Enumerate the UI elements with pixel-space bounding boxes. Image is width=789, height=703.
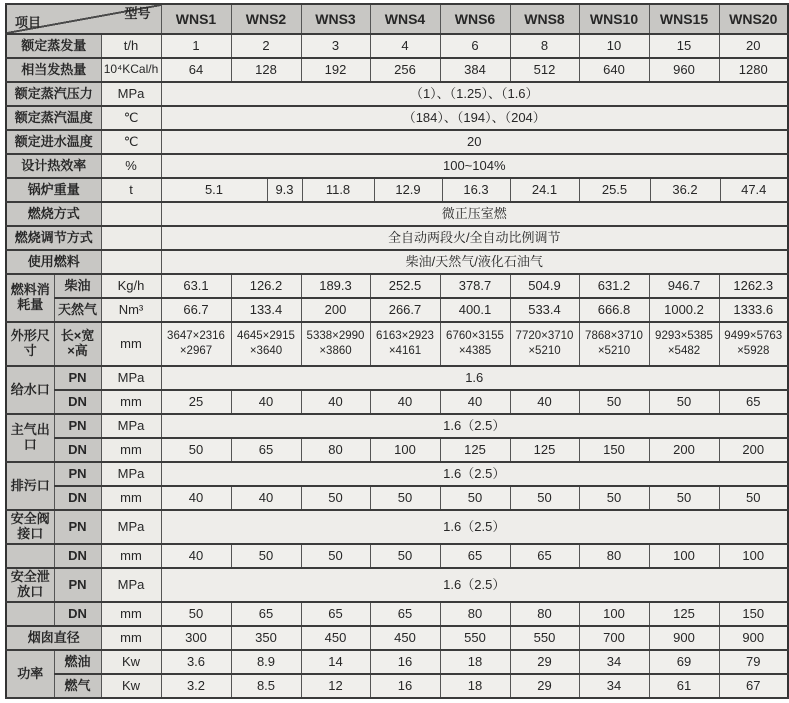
value-cell: 700 (579, 626, 649, 650)
value-cell: 50 (440, 486, 510, 510)
value-cell: 50 (161, 438, 231, 462)
value-cell: 384 (440, 58, 510, 82)
corner-header-cell (6, 4, 161, 34)
sub-row-label: 燃气 (54, 674, 101, 698)
table-row (6, 130, 788, 154)
value-cell: 25 (161, 390, 231, 414)
value-cell: 65 (719, 390, 788, 414)
table-row (6, 390, 788, 414)
value-cell: 5.1 (204, 181, 224, 197)
dimension-line: 7868×3710 (585, 330, 643, 343)
sub-row-label: PN (54, 414, 101, 438)
corner-item-label: 项目 (15, 15, 42, 31)
model-column-header: WNS2 (231, 4, 301, 34)
value-cell: 2 (231, 34, 301, 58)
sub-row-label: PN (54, 462, 101, 486)
value-cell: 8.9 (231, 650, 301, 674)
value-cell: 300 (161, 626, 231, 650)
value-cell: 125 (510, 438, 579, 462)
dimension-line: ×5928 (737, 345, 770, 357)
sub-label-line: ×高 (67, 343, 88, 358)
dimension-line: ×5482 (667, 345, 701, 357)
value-cell: 65 (370, 602, 440, 626)
unit-cell: t (101, 178, 161, 202)
value-cell: 666.8 (579, 298, 649, 322)
row-label: 额定蒸汽压力 (6, 82, 101, 106)
unit-cell: ℃ (101, 130, 161, 154)
value-cell: 200 (719, 438, 788, 462)
row-label: 锅炉重量 (6, 178, 101, 202)
value-cell: 100 (579, 602, 649, 626)
value-cell: 50 (579, 390, 649, 414)
table-row (6, 58, 788, 82)
dimension-line: ×3640 (249, 345, 283, 357)
value-cell: 34 (579, 674, 649, 698)
table-row (6, 178, 788, 202)
value-cell: 1333.6 (719, 298, 788, 322)
model-column-header: WNS1 (161, 4, 231, 34)
value-cell: 65 (231, 602, 301, 626)
unit-cell (101, 250, 161, 274)
merged-value-cell: 柴油/天然气/液化石油气 (161, 250, 788, 274)
sub-row-label: PN (54, 366, 101, 390)
empty-group-cell (6, 602, 54, 626)
value-cell (719, 322, 788, 366)
row-label: 燃烧方式 (6, 202, 101, 226)
value-cell: 550 (440, 626, 510, 650)
value-cell: 125 (649, 602, 719, 626)
value-cell: 40 (161, 544, 231, 568)
sub-row-label: DN (54, 390, 101, 414)
value-cell: 200 (649, 438, 719, 462)
value-cell: 900 (649, 626, 719, 650)
value-cell: 50 (649, 486, 719, 510)
table-row (6, 602, 788, 626)
value-cell: 3.6 (161, 650, 231, 674)
value-cell: 79 (719, 650, 788, 674)
value-cell: 47.4 (720, 179, 788, 201)
merged-value-cell: 1.6 (161, 366, 788, 390)
table-row (6, 626, 788, 650)
value-cell: 40 (440, 390, 510, 414)
value-cell (579, 322, 649, 366)
value-cell: 50 (719, 486, 788, 510)
model-column-header: WNS6 (440, 4, 510, 34)
value-cell: 64 (161, 58, 231, 82)
unit-cell: % (101, 154, 161, 178)
table-row (6, 274, 788, 298)
row-label: 额定蒸汽温度 (6, 106, 101, 130)
value-cell: 25.5 (579, 179, 650, 201)
row-label: 设计热效率 (6, 154, 101, 178)
value-cell: 3 (301, 34, 370, 58)
value-cell: 1 (161, 34, 231, 58)
value-cell: 50 (161, 602, 231, 626)
value-cell: 100 (370, 438, 440, 462)
value-cell: 450 (301, 626, 370, 650)
unit-cell: Kg/h (101, 274, 161, 298)
unit-cell: MPa (101, 568, 161, 602)
unit-cell: mm (101, 544, 161, 568)
value-cell: 550 (510, 626, 579, 650)
group-label-line: 安全泄 (10, 569, 50, 585)
value-cell: 378.7 (440, 274, 510, 298)
table-row (6, 298, 788, 322)
value-cell: 80 (440, 602, 510, 626)
table-row (6, 34, 788, 58)
dimension-line: 6760×3155 (446, 330, 504, 343)
value-cell: 450 (370, 626, 440, 650)
sub-row-label: DN (54, 544, 101, 568)
value-cell: 266.7 (370, 298, 440, 322)
value-cell: 50 (370, 486, 440, 510)
value-cell (231, 322, 301, 366)
dimension-line: 4645×2915 (237, 330, 295, 343)
table-row (6, 82, 788, 106)
value-cell: 8.5 (231, 674, 301, 698)
value-cell: 1000.2 (649, 298, 719, 322)
value-cell: 40 (370, 390, 440, 414)
value-cell: 4 (370, 34, 440, 58)
table-row (6, 366, 788, 390)
value-cell: 350 (231, 626, 301, 650)
dimension-line: 9293×5385 (655, 330, 713, 343)
value-cell: 946.7 (649, 274, 719, 298)
value-cell: 61 (649, 674, 719, 698)
value-cell: 8 (510, 34, 579, 58)
value-cell: 100 (719, 544, 788, 568)
value-cell: 40 (231, 486, 301, 510)
value-cell: 400.1 (440, 298, 510, 322)
unit-cell: 10⁴KCal/h (101, 58, 161, 82)
group-label-line: 寸 (23, 343, 37, 358)
value-cell: 126.2 (231, 274, 301, 298)
sub-row-label: 天然气 (54, 298, 101, 322)
unit-cell: mm (101, 390, 161, 414)
value-cell: 40 (301, 390, 370, 414)
value-cell: 65 (231, 438, 301, 462)
unit-cell (101, 226, 161, 250)
merged-value-cell: 100~104% (161, 154, 788, 178)
dimension-line: ×5210 (528, 345, 561, 357)
merged-value-cell: （1）、（1.25）、（1.6） (161, 82, 788, 106)
value-cell: 640 (579, 58, 649, 82)
value-cell: 900 (719, 626, 788, 650)
dimension-line: ×4161 (388, 345, 422, 357)
value-cell: 40 (231, 390, 301, 414)
table-row (6, 106, 788, 130)
value-cell: 80 (510, 602, 579, 626)
sub-row-label: PN (54, 568, 101, 602)
row-label: 额定进水温度 (6, 130, 101, 154)
value-cell: 125 (440, 438, 510, 462)
table-row (6, 438, 788, 462)
group-label-line: 燃料消 (10, 282, 50, 298)
dimension-line: ×3860 (319, 345, 352, 357)
value-cell: 50 (370, 544, 440, 568)
table-row (6, 462, 788, 486)
table-row (6, 414, 788, 438)
value-cell: 40 (161, 486, 231, 510)
empty-group-cell (6, 544, 54, 568)
sub-row-label: DN (54, 602, 101, 626)
group-label-line: 给水口 (10, 381, 50, 397)
sub-row-label: PN (54, 510, 101, 544)
dimension-line: 6163×2923 (376, 330, 434, 343)
value-cell (161, 322, 231, 366)
group-label (6, 322, 54, 366)
value-cell: 15 (649, 34, 719, 58)
value-cell: 1262.3 (719, 274, 788, 298)
value-cell: 29 (510, 650, 579, 674)
spec-table (5, 3, 789, 699)
value-cell: 189.3 (301, 274, 370, 298)
group-label-line: 功率 (17, 665, 44, 681)
value-cell: 50 (510, 486, 579, 510)
value-cell: 10 (579, 34, 649, 58)
value-cell: 80 (579, 544, 649, 568)
unit-cell: MPa (101, 510, 161, 544)
value-cell: 66.7 (161, 298, 231, 322)
value-cell: 29 (510, 674, 579, 698)
value-cell: 16 (370, 650, 440, 674)
table-row (6, 650, 788, 674)
dimension-line: ×5210 (597, 345, 631, 357)
value-cell: 50 (579, 486, 649, 510)
sub-row-label: 柴油 (54, 274, 101, 298)
merged-value-cell: 1.6（2.5） (161, 462, 788, 486)
sub-row-label: DN (54, 438, 101, 462)
model-column-header: WNS4 (370, 4, 440, 34)
value-cell: 252.5 (370, 274, 440, 298)
unit-cell: MPa (101, 414, 161, 438)
row-label: 使用燃料 (6, 250, 101, 274)
dimension-line: ×2967 (179, 345, 213, 357)
group-label-line: 放口 (17, 584, 44, 599)
table-row (6, 568, 788, 602)
value-cell (510, 322, 579, 366)
value-cell: 50 (301, 544, 370, 568)
group-label-line: 主气出 (10, 422, 50, 438)
sub-row-label (54, 322, 101, 366)
merged-value-cell: 1.6（2.5） (161, 414, 788, 438)
value-cell: 34 (579, 650, 649, 674)
dimension-line: 3647×2316 (167, 330, 225, 343)
value-cell: 512 (510, 58, 579, 82)
row-label: 燃烧调节方式 (6, 226, 101, 250)
value-cell: 36.2 (650, 179, 720, 201)
table-row (6, 510, 788, 544)
value-cell: 24.1 (510, 179, 579, 201)
corner-model-label: 型号 (124, 6, 151, 21)
unit-cell (101, 202, 161, 226)
value-cell: 18 (440, 674, 510, 698)
value-cell: 533.4 (510, 298, 579, 322)
group-label-line: 外形尺 (10, 328, 50, 344)
merged-value-cell: 全自动两段火/全自动比例调节 (161, 226, 788, 250)
value-cell: 14 (301, 650, 370, 674)
dimension-line: 7720×3710 (515, 330, 574, 343)
value-cell: 65 (440, 544, 510, 568)
group-label-line: 口 (23, 437, 37, 452)
value-cell: 16 (370, 674, 440, 698)
group-label-line: 安全阀 (10, 511, 50, 527)
value-cell: 16.3 (442, 179, 510, 201)
dimension-line: ×4385 (458, 345, 492, 357)
row-label: 烟囱直径 (6, 626, 101, 650)
value-cell: 128 (231, 58, 301, 82)
table-row (6, 202, 788, 226)
row-label: 相当发热量 (6, 58, 101, 82)
value-cell: 80 (301, 438, 370, 462)
group-label (6, 510, 54, 544)
table-row (6, 154, 788, 178)
unit-cell: MPa (101, 82, 161, 106)
table-row (6, 226, 788, 250)
value-cell: 192 (301, 58, 370, 82)
header-row (6, 4, 788, 34)
value-cell: 12 (301, 674, 370, 698)
value-cell: 69 (649, 650, 719, 674)
value-cell: 1280 (719, 58, 788, 82)
model-column-header: WNS10 (579, 4, 649, 34)
merged-value-cell: （184）、（194）、（204） (161, 106, 788, 130)
value-cell: 12.9 (374, 179, 442, 201)
table-row (6, 674, 788, 698)
value-cell: 6 (440, 34, 510, 58)
value-cell: 100 (649, 544, 719, 568)
unit-cell: mm (101, 322, 161, 366)
value-cell: 20 (719, 34, 788, 58)
merged-value-cell: 微正压室燃 (161, 202, 788, 226)
value-cell: 65 (510, 544, 579, 568)
unit-cell: ℃ (101, 106, 161, 130)
unit-cell: MPa (101, 462, 161, 486)
unit-cell: Kw (101, 674, 161, 698)
sub-label-line: 长×宽 (60, 328, 95, 344)
unit-cell: MPa (101, 366, 161, 390)
group-label (6, 366, 54, 414)
sub-row-label: 燃油 (54, 650, 101, 674)
value-cell: 133.4 (231, 298, 301, 322)
row-label: 额定蒸发量 (6, 34, 101, 58)
value-cell: 200 (301, 298, 370, 322)
value-cell (440, 322, 510, 366)
group-label-line: 排污口 (10, 477, 50, 493)
value-cell (649, 322, 719, 366)
value-cell: 18 (440, 650, 510, 674)
value-cell: 504.9 (510, 274, 579, 298)
value-cell (301, 322, 370, 366)
offset-grid (162, 179, 788, 201)
value-cell: 256 (370, 58, 440, 82)
unit-cell: t/h (101, 34, 161, 58)
model-column-header: WNS8 (510, 4, 579, 34)
value-cell: 67 (719, 674, 788, 698)
group-label-line: 耗量 (17, 297, 44, 312)
value-cell: 50 (301, 486, 370, 510)
group-label (6, 650, 54, 698)
unit-cell: mm (101, 438, 161, 462)
group-label (6, 274, 54, 322)
group-label (6, 414, 54, 462)
value-cell: 960 (649, 58, 719, 82)
value-cell: 9.3 (267, 179, 302, 201)
value-cell: 3.2 (161, 674, 231, 698)
group-label-line: 接口 (17, 526, 44, 541)
merged-value-cell: 20 (161, 130, 788, 154)
model-column-header: WNS3 (301, 4, 370, 34)
dimension-line: 5338×2990 (306, 330, 365, 343)
merged-value-cell: 1.6（2.5） (161, 568, 788, 602)
model-column-header: WNS15 (649, 4, 719, 34)
unit-cell: mm (101, 626, 161, 650)
value-cell: 50 (649, 390, 719, 414)
value-cell: 11.8 (302, 179, 374, 201)
model-column-header: WNS20 (719, 4, 788, 34)
value-cell: 631.2 (579, 274, 649, 298)
table-row (6, 544, 788, 568)
table-row (6, 250, 788, 274)
value-cell: 150 (579, 438, 649, 462)
merged-value-cell: 1.6（2.5） (161, 510, 788, 544)
offset-value-row (161, 178, 788, 202)
value-cell: 150 (719, 602, 788, 626)
value-cell: 65 (301, 602, 370, 626)
group-label (6, 462, 54, 510)
value-cell: 63.1 (161, 274, 231, 298)
value-cell: 50 (231, 544, 301, 568)
group-label (6, 568, 54, 602)
table-row (6, 322, 788, 366)
value-cell (370, 322, 440, 366)
unit-cell: Kw (101, 650, 161, 674)
unit-cell: Nm³ (101, 298, 161, 322)
unit-cell: mm (101, 486, 161, 510)
sub-row-label: DN (54, 486, 101, 510)
dimension-line: 9499×5763 (724, 330, 783, 343)
unit-cell: mm (101, 602, 161, 626)
value-cell: 40 (510, 390, 579, 414)
table-row (6, 486, 788, 510)
